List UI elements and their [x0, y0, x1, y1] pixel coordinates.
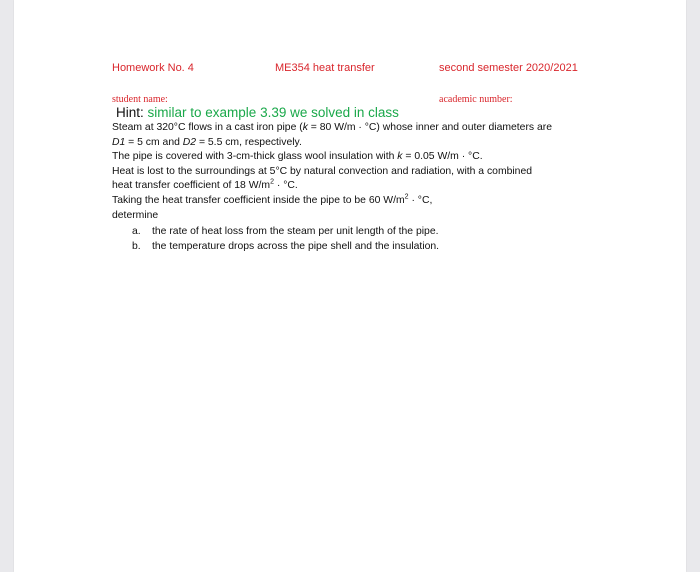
question-label: a. — [132, 226, 141, 237]
list-item — [132, 224, 439, 239]
question-label: b. — [132, 241, 141, 252]
academic-number-label: academic number: — [439, 94, 513, 105]
problem-statement — [112, 121, 602, 223]
problem-line-4: Heat is lost to the surroundings at 5°C by natural convection and radiation, with a combined — [112, 165, 533, 177]
problem-line-2: D1 = 5 cm and D2 = 5.5 cm, respectively. — [112, 136, 302, 148]
problem-line-1: Steam at 320°C flows in a cast iron pipe (k = 80 W/m · °C) whose inner and outer diameters are — [112, 122, 553, 133]
problem-line-5: heat transfer coefficient of 18 $W/m^2 \cdot ^\circ C$. — [112, 178, 298, 192]
hint-text: similar to example 3.39 we solved in class — [147, 105, 399, 120]
semester: second semester 2020/2021 — [439, 62, 578, 74]
problem-line-6: Taking the heat transfer coefficient inside the pipe to be 60 $W/m^2 \cdot ^\circ C$, — [112, 193, 433, 206]
list-item — [132, 239, 439, 254]
hint-prefix: Hint: — [116, 105, 144, 120]
question-list — [132, 224, 439, 254]
homework-number: Homework No. 4 — [112, 62, 194, 74]
student-name-label: student name: — [112, 94, 168, 105]
course-title: ME354 heat transfer — [275, 62, 375, 74]
problem-line-7: determine — [112, 209, 159, 221]
question-text: the temperature drops across the pipe shell and the insulation. — [152, 241, 440, 252]
problem-line-3: The pipe is covered with 3-cm-thick glass wool insulation with k = 0.05 W/m · °C. — [112, 151, 483, 163]
question-text: the rate of heat loss from the steam per unit length of the pipe. — [152, 226, 439, 237]
hint-line — [116, 105, 399, 120]
document-page — [14, 0, 686, 572]
